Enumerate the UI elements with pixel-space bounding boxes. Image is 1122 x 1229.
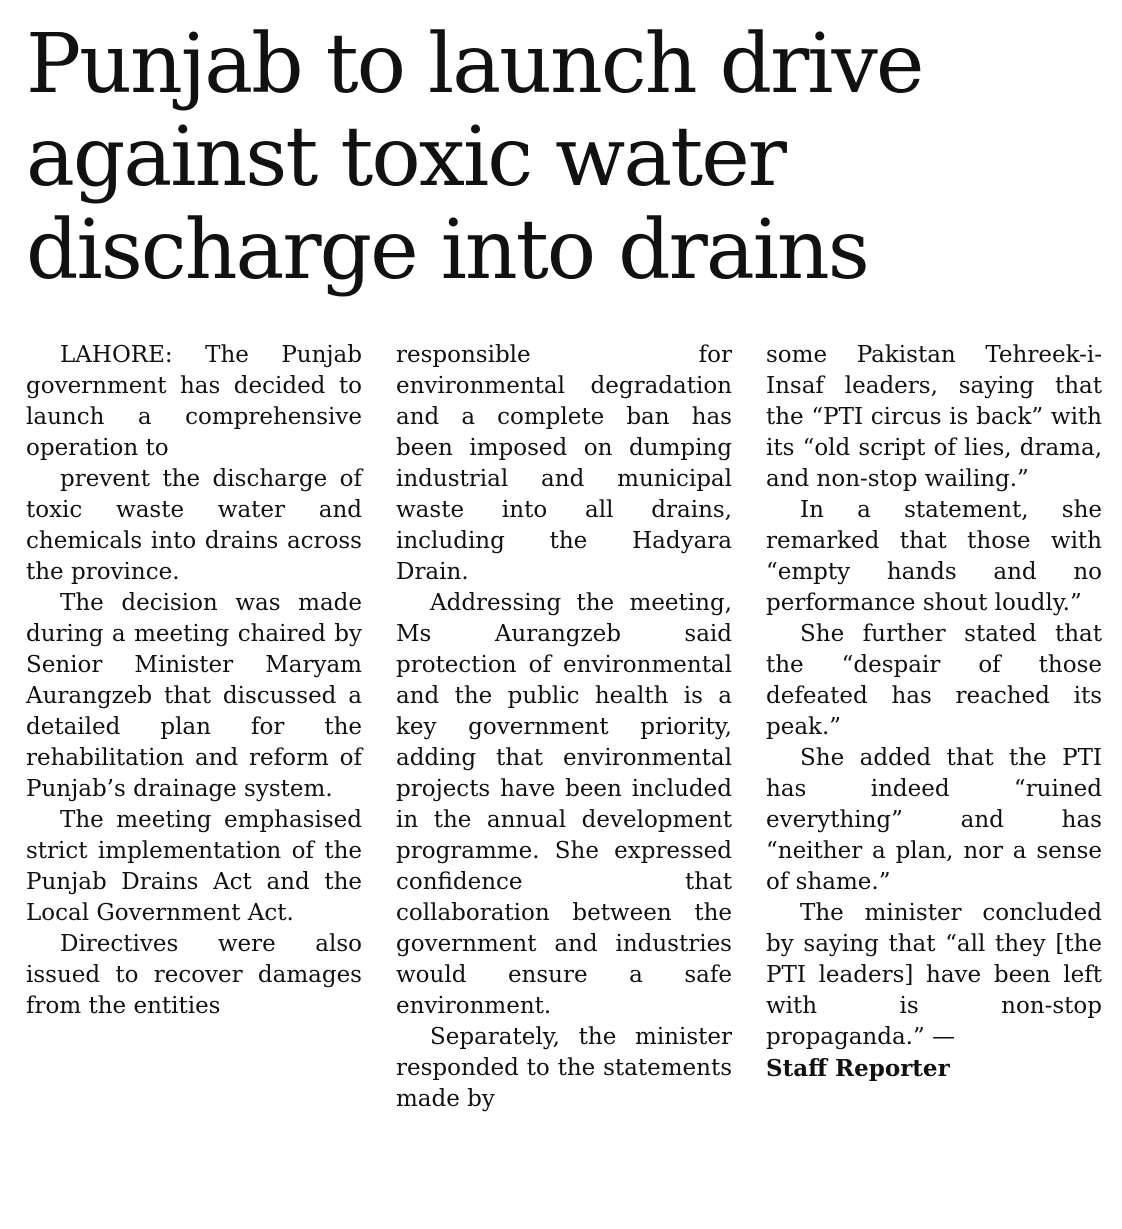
article-column-1	[26, 340, 362, 1022]
byline: Staff Reporter	[766, 1055, 950, 1082]
article-column-3	[766, 340, 1102, 1084]
article-paragraph: In a statement, she remarked that those with “empty hands and no performance shout loudly.”	[766, 497, 1102, 616]
article-paragraph: She added that the PTI has indeed “ruined everything” and has “neither a plan, nor a sense of shame.”	[766, 745, 1102, 895]
article-paragraph: LAHORE: The Punjab government has decided to launch a comprehensive operation to	[26, 342, 362, 461]
article-paragraph: Addressing the meeting, Ms Aurangzeb said protection of environmental and the public health is a key government priority, adding that environmental projects have been included in the annual development programme. She expressed confidence that collaboration between the government and industries would ensure a safe environment.	[396, 590, 732, 1019]
article-paragraph: She further stated that the “despair of those defeated has reached its peak.”	[766, 621, 1102, 740]
article-paragraph: The decision was made during a meeting chaired by Senior Minister Maryam Aurangzeb that discussed a detailed plan for the rehabilitation and reform of Punjab’s drainage system.	[26, 590, 362, 802]
article-paragraph: The minister concluded by saying that “all they [the PTI leaders] have been left with is non-stop propaganda.” —	[766, 900, 1102, 1050]
article-paragraph: responsible for environmental degradation and a complete ban has been imposed on dumping industrial and municipal waste into all drains, including the Hadyara Drain.	[396, 342, 732, 585]
article-column-2	[396, 340, 732, 1115]
article-paragraph: Separately, the minister responded to the statements made by	[396, 1024, 732, 1112]
article-paragraph: The meeting emphasised strict implementation of the Punjab Drains Act and the Local Government Act.	[26, 807, 362, 926]
headline: Punjab to launch drive against toxic water discharge into drains	[26, 17, 923, 298]
article-paragraph: some Pakistan Tehreek-i-Insaf leaders, saying that the “PTI circus is back” with its “old script of lies, drama, and non-stop wailing.”	[766, 342, 1102, 492]
article-paragraph: Directives were also issued to recover damages from the entities	[26, 931, 362, 1019]
article-paragraph: prevent the discharge of toxic waste water and chemicals into drains across the province.	[26, 466, 362, 585]
